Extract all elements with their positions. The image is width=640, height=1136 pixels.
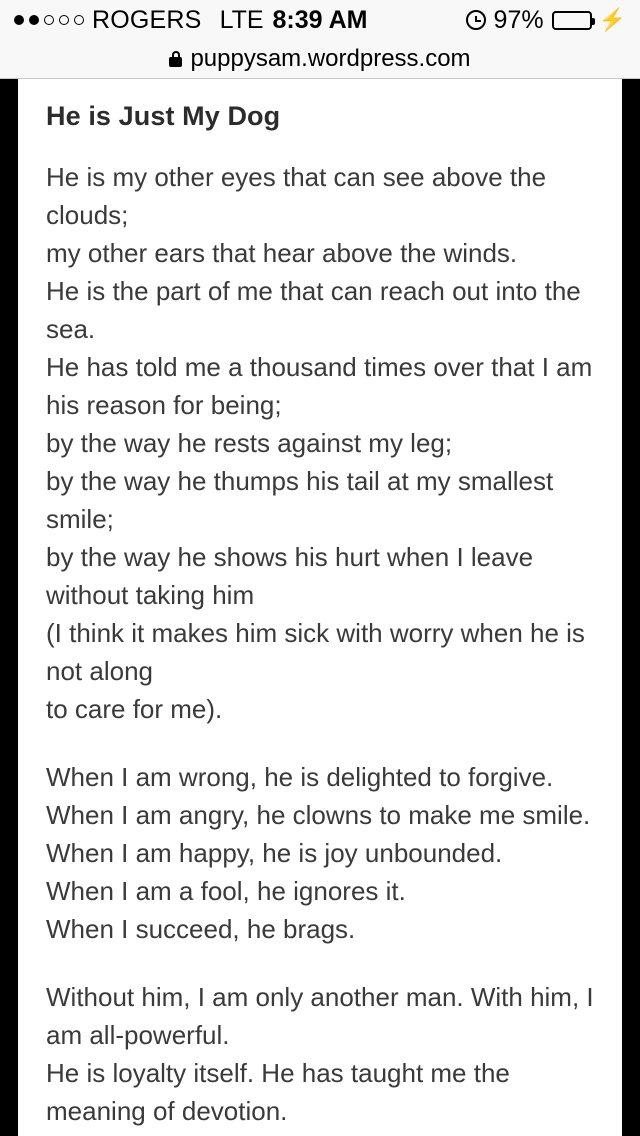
alarm-clock-icon <box>466 10 486 30</box>
poem-line: When I am happy, he is joy unbounded. <box>46 838 503 868</box>
poem-stanza <box>46 158 594 728</box>
status-bar <box>0 0 640 40</box>
charging-bolt-icon: ⚡ <box>598 7 626 32</box>
clock-label: 8:39 AM <box>272 5 368 34</box>
signal-strength-icon <box>14 15 84 25</box>
poem-line: When I succeed, he brags. <box>46 914 356 944</box>
signal-dot <box>44 15 54 25</box>
poem-line: He is my other eyes that can see above the clouds; <box>46 162 547 230</box>
signal-dot <box>29 15 39 25</box>
poem-line: (I think it makes him sick with worry when he is not along <box>46 618 585 686</box>
poem-line: He has told me a thousand times over that I am his reason for being; <box>46 352 593 420</box>
poem-line: When I am a fool, he ignores it. <box>46 876 406 906</box>
poem-line: When I am wrong, he is delighted to forgive. <box>46 762 554 792</box>
signal-dot <box>14 15 24 25</box>
poem-line: my other ears that hear above the winds. <box>46 238 518 268</box>
url-label[interactable]: puppysam.wordpress.com <box>190 45 471 72</box>
poem-line: He is the part of me that can reach out into the sea. <box>46 276 581 344</box>
blog-post-content <box>18 79 622 1136</box>
poem-line: by the way he shows his hurt when I leave without taking him <box>46 542 534 610</box>
poem-line: When I am angry, he clowns to make me smile. <box>46 800 591 830</box>
battery-percent-label: 97% <box>493 5 544 34</box>
network-type-label: LTE <box>219 5 264 34</box>
status-bar-left <box>14 6 264 35</box>
poem-line: Without him, I am only another man. With him, I am all-powerful. <box>46 982 594 1050</box>
page-title: He is Just My Dog <box>46 101 281 131</box>
poem-line: by the way he rests against my leg; <box>46 428 453 458</box>
poem-line: by the way he thumps his tail at my smallest smile; <box>46 466 554 534</box>
carrier-label: ROGERS <box>92 5 202 34</box>
status-bar-right <box>466 6 626 35</box>
poem-stanza <box>46 978 594 1130</box>
poem-line: He is loyalty itself. He has taught me the meaning of devotion. <box>46 1058 510 1126</box>
webview-container <box>0 79 640 1136</box>
signal-dot <box>59 15 69 25</box>
signal-dot <box>74 15 84 25</box>
lock-icon <box>169 51 182 67</box>
browser-address-bar[interactable] <box>0 40 640 79</box>
poem-stanza <box>46 758 594 948</box>
battery-icon <box>552 11 592 30</box>
poem-line: to care for me). <box>46 694 223 724</box>
